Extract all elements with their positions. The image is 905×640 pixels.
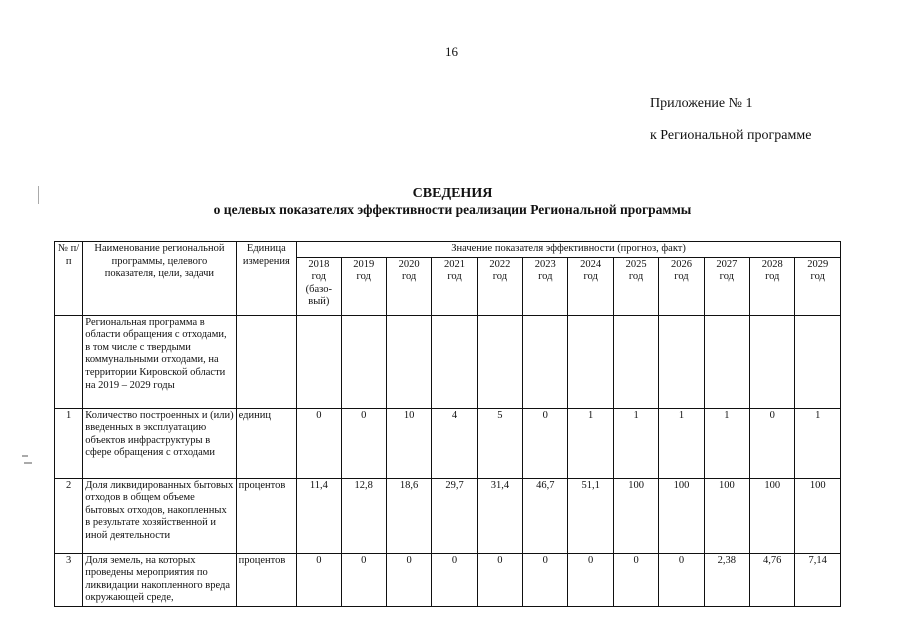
row-value: 0 [297,553,341,606]
row-number: 2 [55,478,83,553]
table-row [55,408,841,478]
row-value: 1 [613,408,658,478]
header-year [795,257,841,315]
row-value: 12,8 [341,478,386,553]
year-word: год [311,271,326,283]
row-value: 46,7 [523,478,568,553]
scan-mark-left [38,186,39,204]
row-value [386,315,431,408]
row-value [523,315,568,408]
row-value: 1 [659,408,704,478]
header-year [432,257,477,315]
year-word: год [810,271,825,283]
page-number: 16 [445,44,458,59]
row-value: 4,76 [750,553,795,606]
row-value: 100 [795,478,841,553]
row-number: 1 [55,408,83,478]
table-row [55,553,841,606]
year-word: год [401,271,417,283]
header-year [297,257,341,315]
year-number: 2023 [534,258,556,270]
row-value: 10 [386,408,431,478]
row-name: Региональная программа в области обращения с отходами, в том числе с твердыми коммунальными отходами, на территории Кировской области на 2019 – 2029 годы [83,315,236,408]
table-row [55,478,841,553]
row-name: Доля ликвидированных бытовых отходов в общем объеме бытовых отходов, накопленных в результате хозяйственной и иной деятельности [83,478,236,553]
year-number: 2022 [489,258,511,270]
row-value: 5 [477,408,522,478]
year-word: год [719,271,735,283]
row-value: 100 [659,478,704,553]
row-value [432,315,477,408]
year-number: 2018 [308,258,330,270]
row-value: 1 [795,408,841,478]
row-value: 31,4 [477,478,522,553]
header-unit: Единица измерения [236,242,297,316]
document-title: СВЕДЕНИЯ [412,186,493,201]
header-name: Наименование региональной программы, целевого показателя, цели, задачи [83,242,236,316]
scan-mark-left-3 [24,462,32,464]
row-value: 100 [704,478,749,553]
header-year [659,257,704,315]
year-word: год [492,271,508,283]
row-value: 0 [477,553,522,606]
row-unit: процентов [236,553,297,606]
row-value: 100 [613,478,658,553]
row-value: 11,4 [297,478,341,553]
indicators-table [54,241,841,607]
row-value [568,315,613,408]
row-value: 0 [523,553,568,606]
year-word: год [628,271,644,283]
row-value: 0 [297,408,341,478]
row-value: 4 [432,408,477,478]
row-unit [236,315,297,408]
header-year [750,257,795,315]
header-year [704,257,749,315]
row-name: Доля земель, на которых проведены мероприятия по ликвидации накопленного вреда окружающей среде, [83,553,236,606]
row-value [795,315,841,408]
year-number: 2020 [398,258,420,270]
row-value: 0 [750,408,795,478]
header-year [386,257,431,315]
year-number: 2024 [580,258,602,270]
row-value [477,315,522,408]
year-word: год [583,271,598,283]
row-value [750,315,795,408]
year-number: 2021 [444,258,465,270]
scan-mark-left-2 [22,455,28,457]
year-word: год [765,271,780,283]
year-number: 2029 [807,258,829,270]
header-year [341,257,386,315]
row-value [704,315,749,408]
row-value [659,315,704,408]
row-value: 0 [341,408,386,478]
row-number [55,315,83,408]
year-word: год [674,271,689,283]
row-unit: процентов [236,478,297,553]
row-value [297,315,341,408]
year-word: год [356,271,371,283]
row-value: 0 [613,553,658,606]
row-value: 7,14 [795,553,841,606]
header-year [477,257,522,315]
row-value: 0 [432,553,477,606]
year-number: 2028 [761,258,783,270]
row-value: 100 [750,478,795,553]
table-row [55,315,841,408]
row-value: 18,6 [386,478,431,553]
row-value: 0 [523,408,568,478]
header-year [523,257,568,315]
row-value: 0 [341,553,386,606]
row-value: 1 [704,408,749,478]
row-value: 0 [659,553,704,606]
row-value: 51,1 [568,478,613,553]
row-value: 1 [568,408,613,478]
row-value: 0 [568,553,613,606]
row-value: 29,7 [432,478,477,553]
year-note: (базо-вый) [305,283,332,308]
row-value [613,315,658,408]
header-values: Значение показателя эффективности (прогноз, факт) [297,242,841,258]
appendix-reference: к Региональной программе [650,128,812,143]
year-number: 2027 [716,258,738,270]
row-value [341,315,386,408]
year-word: год [538,271,553,283]
row-value: 2,38 [704,553,749,606]
appendix-label: Приложение № 1 [650,96,753,111]
document-subtitle: о целевых показателях эффективности реализации Региональной программы [213,202,692,217]
header-number: № п/п [55,242,83,316]
year-number: 2019 [353,258,375,270]
header-year [613,257,658,315]
row-name: Количество построенных и (или) введенных в эксплуатацию объектов инфраструктуры в сфере обращения с отходами [83,408,236,478]
row-unit: единиц [236,408,297,478]
header-year [568,257,613,315]
year-word: год [447,271,462,283]
row-value: 0 [386,553,431,606]
year-number: 2026 [670,258,692,270]
row-number: 3 [55,553,83,606]
year-number: 2025 [625,258,647,270]
